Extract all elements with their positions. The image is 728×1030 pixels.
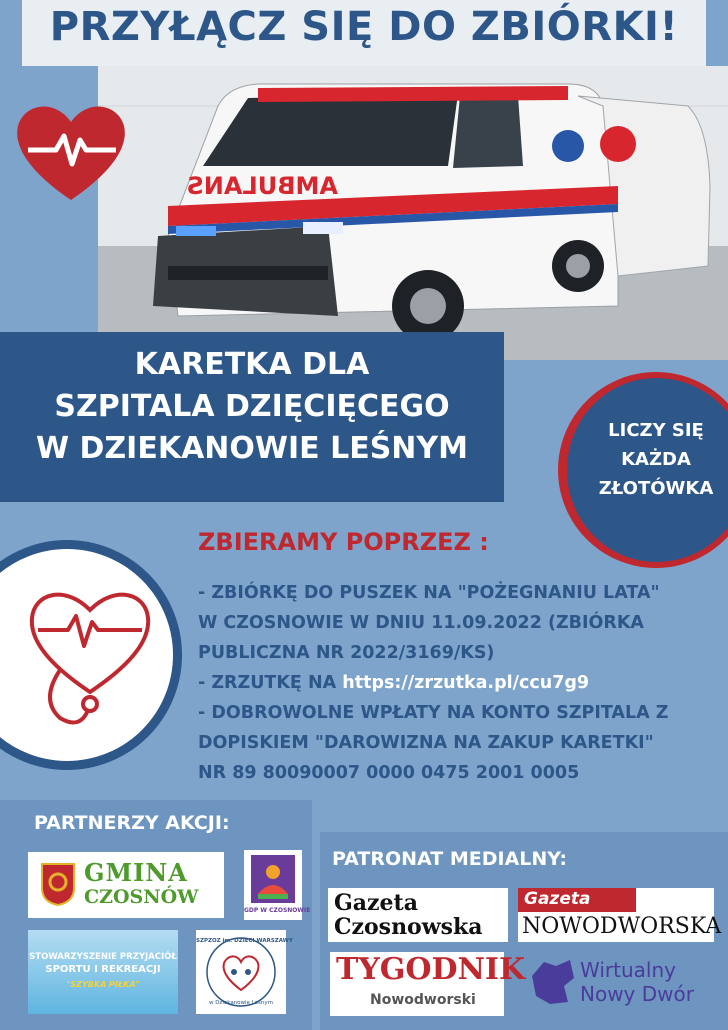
collect-title: ZBIERAMY POPRZEZ : bbox=[198, 528, 489, 556]
partners-title: PARTNERZY AKCJI: bbox=[34, 812, 230, 834]
logo-szpzoz bbox=[196, 930, 293, 1014]
wnd-line-2: Nowy Dwór bbox=[580, 982, 694, 1006]
headline bbox=[0, 344, 504, 470]
coat-of-arms-icon bbox=[40, 862, 76, 906]
collect-line-1: - ZBIÓRKĘ DO PUSZEK NA "POŻEGNANIU LATA" bbox=[198, 583, 660, 603]
badge-text bbox=[568, 416, 728, 503]
badge-line-1: LICZY SIĘ bbox=[608, 420, 704, 441]
logo-gazeta-czosnowska bbox=[328, 888, 508, 942]
szpzoz-emblem-icon bbox=[204, 934, 278, 1010]
headline-line-3: W DZIEKANOWIE LEŚNYM bbox=[35, 431, 468, 466]
ty-line-2: Nowodworski bbox=[370, 992, 476, 1008]
ambulance-hood-label: AMBULANS bbox=[186, 172, 338, 200]
collect-text bbox=[198, 578, 718, 788]
headline-line-1: KARETKA DLA bbox=[134, 347, 370, 382]
headline-line-2: SZPITALA DZIĘCIĘCEGO bbox=[54, 389, 450, 424]
szpzoz-line-2: w Dziekanowie Leśnym bbox=[208, 1000, 274, 1006]
collect-line-3: PUBLICZNA NR 2022/3169/KS) bbox=[198, 643, 495, 663]
collect-line-6: DOPISKIEM "DAROWIZNA NA ZAKUP KARETKI" bbox=[198, 733, 654, 753]
collect-line-5: - DOBROWOLNE WPŁATY NA KONTO SZPITALA Z bbox=[198, 703, 669, 723]
logo-gazeta-nowodworska bbox=[518, 888, 722, 942]
gc-line-2: Czosnowska bbox=[334, 914, 483, 940]
badge-line-3: ZŁOTÓWKA bbox=[598, 478, 714, 499]
wnd-line-1: Wirtualny bbox=[580, 958, 676, 982]
gmina-word: GMINA bbox=[84, 858, 188, 887]
logo-sport-rekreacja bbox=[28, 930, 178, 1014]
ty-line-1: TYGODNIK bbox=[336, 952, 526, 987]
gdp-label: GDP W CZOSNOWIE bbox=[244, 907, 311, 914]
zrzutka-prefix: - ZRZUTKĘ NA bbox=[198, 673, 343, 693]
gdp-emblem-icon bbox=[250, 854, 296, 904]
gc-line-1: Gazeta bbox=[334, 890, 418, 916]
szpzoz-line-1: SZPZOZ im. DZIECI WARSZAWY bbox=[196, 938, 293, 944]
collect-line-7: NR 89 80090007 0000 0475 2001 0005 bbox=[198, 763, 580, 783]
sport-line-2: SPORTU I REKREACJI bbox=[45, 964, 161, 975]
page-title: PRZYŁĄCZ SIĘ DO ZBIÓRKI! bbox=[49, 4, 679, 50]
badge-line-2: KAŻDA bbox=[621, 449, 691, 470]
logo-wirtualny-nowy-dwor bbox=[522, 950, 718, 1016]
collect-line-zrzutka bbox=[198, 668, 718, 698]
gn-line-1: Gazeta bbox=[524, 889, 591, 909]
patronat-title: PATRONAT MEDIALNY: bbox=[332, 848, 568, 870]
zrzutka-link[interactable]: https://zrzutka.pl/ccu7g9 bbox=[342, 673, 590, 693]
logo-gdp bbox=[244, 850, 311, 920]
czosnow-word: CZOSNÓW bbox=[84, 886, 199, 908]
stethoscope-heart-icon bbox=[20, 570, 160, 730]
map-region-icon bbox=[526, 956, 578, 1008]
logo-gmina-czosnow bbox=[28, 852, 224, 918]
sport-line-3: "SZYBKA PIŁKA" bbox=[66, 980, 140, 989]
ambulance-photo bbox=[98, 66, 728, 360]
gn-line-2: NOWODWORSKA bbox=[522, 914, 722, 939]
sport-line-1: STOWARZYSZENIE PRZYJACIÓŁ bbox=[29, 952, 177, 962]
collect-line-2: W CZOSNOWIE W DNIU 11.09.2022 (ZBIÓRKA bbox=[198, 613, 644, 633]
logo-tygodnik-nowodworski bbox=[330, 952, 526, 1016]
heart-pulse-icon bbox=[14, 98, 129, 203]
